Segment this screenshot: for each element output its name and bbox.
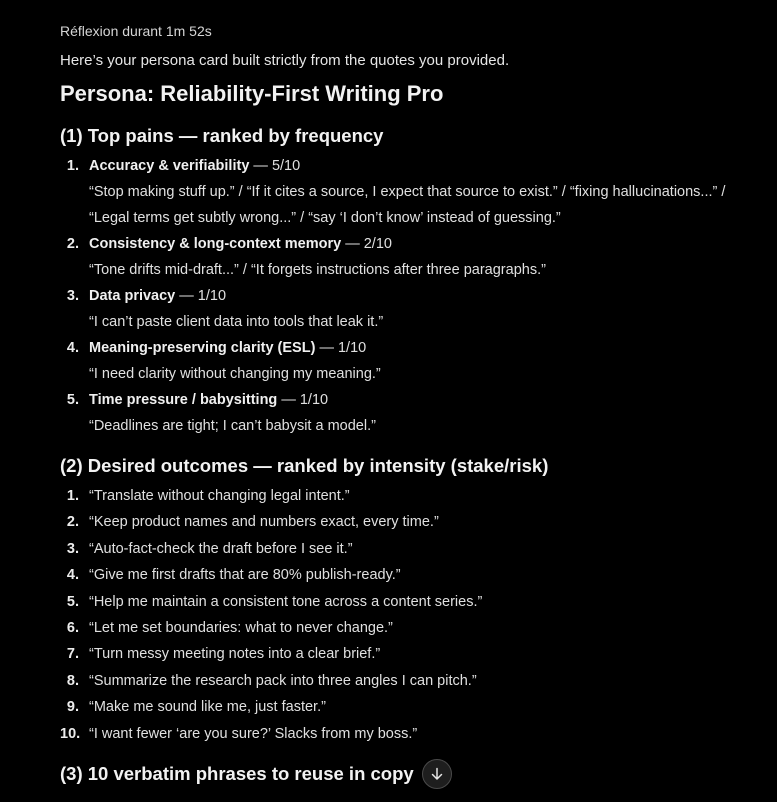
intro-text: Here’s your persona card built strictly from the quotes you provided. xyxy=(60,52,510,69)
thinking-duration-toggle[interactable]: Réflexion durant 1m 52s xyxy=(60,23,212,39)
pain-quote: “Stop making stuff up.” / “If it cites a source, I expect that source to exist.” / “fixing hallucinations...” / xyxy=(89,184,726,200)
outcome-item xyxy=(60,562,760,588)
outcome-text: “Help me maintain a consistent tone across a content series.” xyxy=(89,593,483,610)
pain-item xyxy=(60,231,760,283)
list-number: 2. xyxy=(66,514,79,531)
pain-frequency: — 1/10 xyxy=(175,288,227,304)
phrases-heading xyxy=(60,759,760,789)
outcome-item xyxy=(60,721,760,747)
outcome-text: “Translate without changing legal intent.” xyxy=(89,488,350,504)
outcome-text: “Keep product names and numbers exact, every time.” xyxy=(89,514,439,531)
pain-item xyxy=(60,387,760,439)
outcome-item xyxy=(60,615,760,641)
outcome-text: “I want fewer ‘are you sure?’ Slacks from my boss.” xyxy=(89,725,418,742)
outcome-item xyxy=(60,536,760,562)
phrases-heading-text: (3) 10 verbatim phrases to reuse in copy xyxy=(60,763,414,785)
pain-title: Meaning-preserving clarity (ESL) xyxy=(89,340,316,356)
list-number: 1. xyxy=(66,158,79,174)
scroll-to-bottom-button[interactable] xyxy=(422,759,452,789)
list-number: 2. xyxy=(66,236,79,252)
outcome-text: “Give me first drafts that are 80% publish-ready.” xyxy=(89,567,401,584)
pain-quote: “I can’t paste client data into tools that leak it.” xyxy=(89,314,384,330)
persona-title: Persona: Reliability-First Writing Pro xyxy=(60,81,444,106)
list-number: 6. xyxy=(66,620,79,637)
pain-quote: “Legal terms get subtly wrong...” / “say ‘I don’t know’ instead of guessing.” xyxy=(89,210,561,226)
list-number: 8. xyxy=(66,672,79,689)
pain-title: Accuracy & verifiability xyxy=(89,158,250,174)
outcome-text: “Auto-fact-check the draft before I see it.” xyxy=(89,540,353,557)
list-number: 3. xyxy=(66,540,79,557)
outcomes-heading: (2) Desired outcomes — ranked by intensity (stake/risk) xyxy=(60,455,549,476)
outcome-item xyxy=(60,589,760,615)
list-number: 9. xyxy=(66,699,79,716)
outcome-text: “Turn messy meeting notes into a clear brief.” xyxy=(89,646,381,663)
list-number: 10. xyxy=(60,725,81,742)
pain-item xyxy=(60,283,760,335)
list-number: 5. xyxy=(66,593,79,610)
list-number: 1. xyxy=(66,488,79,504)
list-number: 4. xyxy=(66,340,79,356)
outcome-item xyxy=(60,483,760,509)
outcome-text: “Summarize the research pack into three angles I can pitch.” xyxy=(89,672,477,689)
pain-item xyxy=(60,153,760,231)
pain-quote: “Tone drifts mid-draft...” / “It forgets instructions after three paragraphs.” xyxy=(89,262,546,278)
outcome-item xyxy=(60,694,760,720)
outcome-item xyxy=(60,668,760,694)
list-number: 5. xyxy=(66,392,79,408)
pain-item xyxy=(60,335,760,387)
pain-title: Consistency & long-context memory xyxy=(89,236,342,252)
pain-frequency: — 1/10 xyxy=(315,340,367,356)
pain-title: Data privacy xyxy=(89,288,176,304)
pain-frequency: — 2/10 xyxy=(341,236,392,252)
list-number: 7. xyxy=(66,646,79,663)
pain-frequency: — 5/10 xyxy=(249,158,301,174)
list-number: 4. xyxy=(66,567,79,584)
outcome-item xyxy=(60,509,760,535)
pains-list xyxy=(60,153,760,439)
pains-heading: (1) Top pains — ranked by frequency xyxy=(60,125,384,146)
pain-quote: “I need clarity without changing my meaning.” xyxy=(89,366,381,382)
arrow-down-icon xyxy=(430,767,444,781)
pain-frequency: — 1/10 xyxy=(277,392,329,408)
chat-message xyxy=(60,20,760,789)
outcome-item xyxy=(60,641,760,667)
outcomes-list xyxy=(60,483,760,747)
pain-quote: “Deadlines are tight; I can’t babysit a model.” xyxy=(89,418,376,434)
pain-title: Time pressure / babysitting xyxy=(89,392,278,408)
list-number: 3. xyxy=(66,288,79,304)
outcome-text: “Make me sound like me, just faster.” xyxy=(89,699,326,716)
outcome-text: “Let me set boundaries: what to never change.” xyxy=(89,620,393,637)
